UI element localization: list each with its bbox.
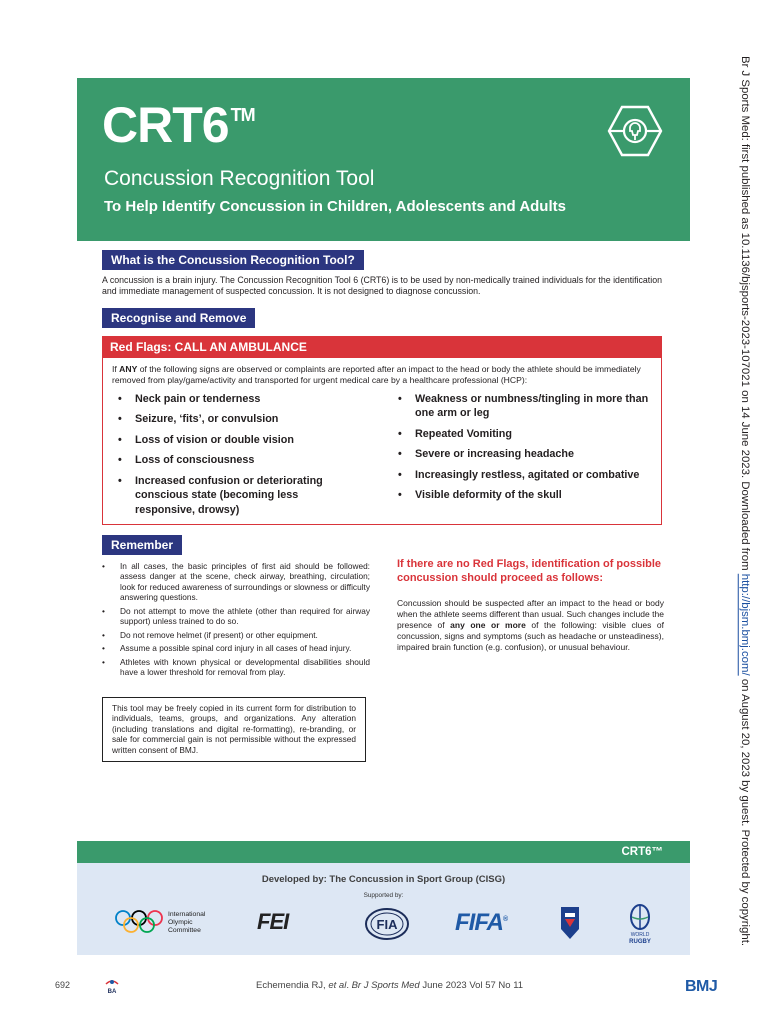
list-item: • In all cases, the basic principles of first aid should be followed: assess danger at the scene, check airway, breathing, circulation; look for reduced awareness of surroundings or slowness or difficulty answering questions. (102, 561, 370, 603)
list-item: • Visible deformity of the skull (394, 488, 652, 502)
basem-logo-icon (96, 978, 128, 998)
copyright-box: This tool may be freely copied in its current form for distribution to individuals, teams, groups, and organizations. Any alteration (including translations and digital re-formatting), re-branding, or sale for commercial gain is not permissible without the expressed written consent of BMJ. (102, 697, 366, 762)
what-is-heading: What is the Concussion Recognition Tool? (102, 250, 364, 270)
supported-by: Supported by: (363, 892, 404, 899)
fei-logo: FEI (257, 909, 289, 934)
ioc-label: International Olympic Committee (168, 911, 206, 935)
tool-subtitle: To Help Identify Concussion in Children, Adolescents and Adults (104, 198, 566, 215)
list-item: • Seizure, ‘fits’, or convulsion (114, 412, 344, 426)
remember-list (102, 561, 370, 681)
crt6-logo: CRT6 ™ (102, 97, 255, 153)
svg-text:WORLD: WORLD (630, 932, 650, 938)
remember-heading: Remember (102, 535, 182, 555)
hexagon-head-icon (607, 103, 663, 159)
olympic-rings-icon (114, 907, 164, 937)
list-item: • Repeated Vomiting (394, 427, 652, 441)
citation: Echemendia RJ, et al. Br J Sports Med June 2023 Vol 57 No 11 (256, 980, 524, 991)
developed-by: Developed by: The Concussion in Sport Group (CISG) (261, 874, 506, 885)
fifa-logo: FIFA® (455, 909, 508, 936)
what-is-text: A concussion is a brain injury. The Concussion Recognition Tool 6 (CRT6) is to be used by non-medically trained individuals for the identification and immediate management of suspected concussion. It is not designed to diagnose concussion. (102, 275, 662, 297)
list-item: • Increased confusion or deteriorating conscious state (becoming less responsive, drowsy) (114, 474, 344, 517)
tool-title: Concussion Recognition Tool (104, 167, 375, 190)
recognise-heading: Recognise and Remove (102, 308, 255, 328)
fia-logo-icon (364, 907, 410, 941)
list-item: • Loss of vision or double vision (114, 433, 344, 447)
list-item: • Severe or increasing headache (394, 447, 652, 461)
bjsm-link[interactable]: http://bjsm.bmj.com/ (739, 573, 751, 676)
red-flags-heading: Red Flags: CALL AN AMBULANCE (103, 337, 661, 358)
no-red-flags-text: Concussion should be suspected after an impact to the head or body when the athlete seems different than usual. Such changes include the presence of any one or more of the following: visible clues of concussion, signs and symptoms (such as headache or unsteadiness), impaired brain function (e.g. confusion), or unusual behaviour. (397, 597, 665, 652)
svg-text:RUGBY: RUGBY (629, 939, 651, 945)
svg-text:FIA: FIA (376, 917, 398, 932)
svg-text:BA: BA (107, 989, 117, 995)
red-flags-left-list (114, 392, 344, 523)
list-item: • Do not attempt to move the athlete (other than required for airway support) unless trained to do so. (102, 606, 370, 627)
list-item: • Loss of consciousness (114, 453, 344, 467)
list-item: • Assume a possible spinal cord injury in all cases of head injury. (102, 643, 370, 653)
red-flags-intro: If ANY of the following signs are observed or complaints are reported after an impact to the head or body the athlete should be immediately removed from play/game/activity and transported for urgent medical care by a healthcare professional (HCP): (112, 364, 641, 386)
iihf-logo-icon (559, 905, 581, 941)
red-flags-right-list (394, 392, 652, 509)
sponsors-panel (77, 863, 690, 955)
no-red-flags-heading: If there are no Red Flags, identification of possible concussion should proceed as follows: (397, 558, 662, 585)
side-copyright-note: Br J Sports Med: first published as 10.1136/bjsports-2023-107021 on 14 June 2023. Downloaded from http://bjsm.bmj.com/ on August 20, 2023 by guest. Protected by copyright. (739, 56, 751, 947)
list-item: • Weakness or numbness/tingling in more than one arm or leg (394, 392, 652, 421)
red-flags-box (102, 336, 662, 525)
list-item: • Neck pain or tenderness (114, 392, 344, 406)
crt6-header (77, 78, 690, 241)
page-number: 692 (55, 980, 71, 990)
list-item: • Athletes with known physical or developmental disabilities should have a lower threshold for removal from play. (102, 657, 370, 678)
no-red-flags-section (397, 557, 664, 653)
list-item: • Do not remove helmet (if present) or other equipment. (102, 630, 370, 640)
footer-bar: CRT6™ (77, 841, 690, 863)
list-item: • Increasingly restless, agitated or combative (394, 468, 652, 482)
bmj-logo: BMJ (685, 978, 718, 995)
world-rugby-logo-icon (623, 903, 657, 945)
